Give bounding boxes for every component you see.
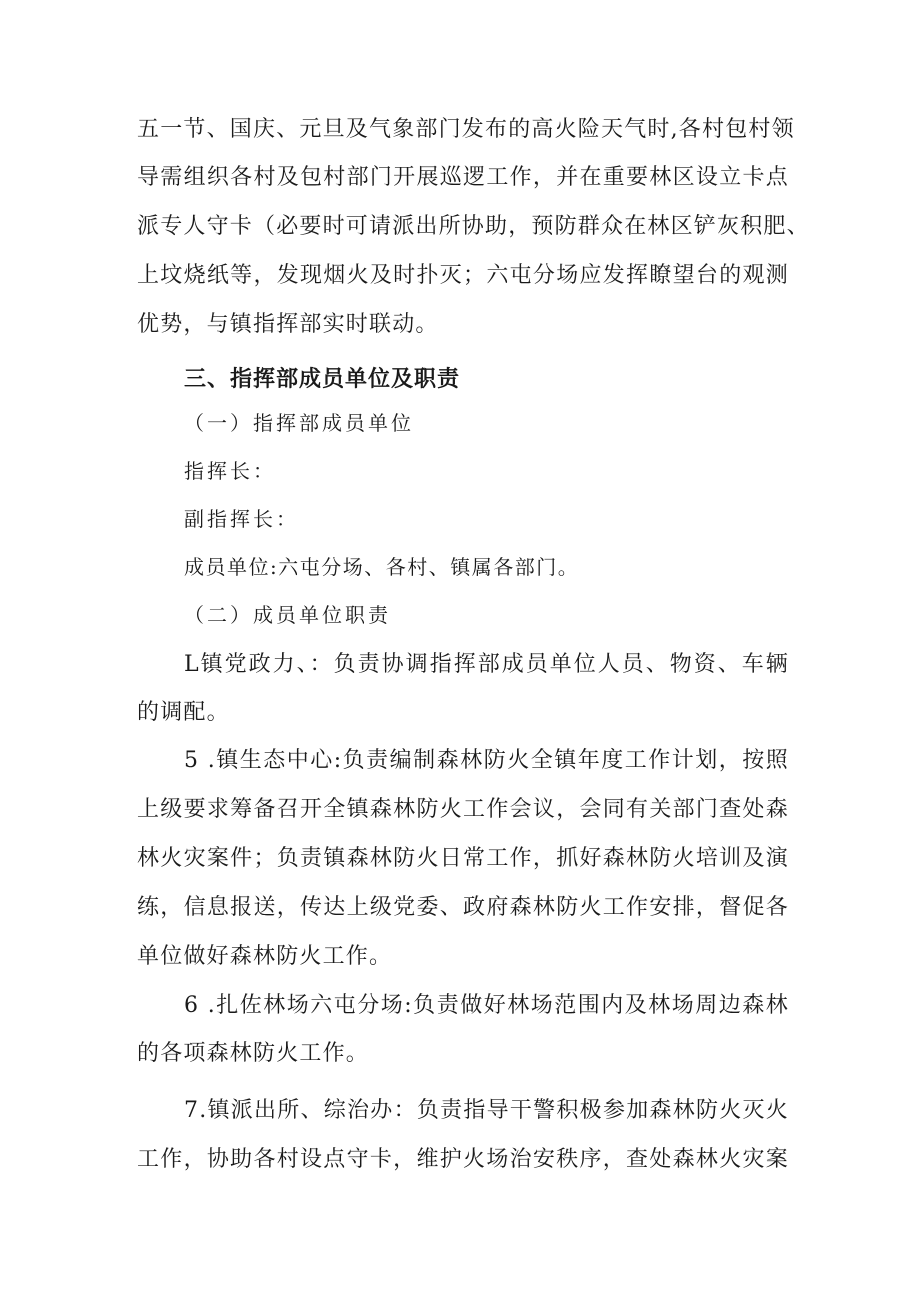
subsection-heading: （一）指挥部成员单位 <box>184 411 414 435</box>
paragraph-line: 派专人守卡（必要时可请派出所协助，预防群众在林区铲灰积肥、 <box>137 214 810 239</box>
paragraph-line: 优势，与镇指挥部实时联动。 <box>137 312 439 337</box>
section-heading: 三、指挥部成员单位及职责 <box>184 367 461 392</box>
item-line: 林火灾案件；负责镇森林防火日常工作，抓好森林防火培训及演 <box>137 846 789 871</box>
item-line: 工作，协助各村设点守卡，维护火场治安秩序，查处森林火灾案 <box>137 1147 789 1172</box>
item-line: L镇党政力、：负责协调指挥部成员单位人员、物资、车辆 <box>184 652 789 677</box>
item-line: 练，信息报送，传达上级党委、政府森林防火工作安排，督促各 <box>137 895 789 920</box>
item-line: 7.镇派出所、综治办：负责指导干警积极参加森林防火灭火 <box>184 1098 789 1123</box>
paragraph-line: 五一节、国庆、元旦及气象部门发布的高火险天气时,各村包村领 <box>137 117 795 142</box>
paragraph-line: 上坟烧纸等，发现烟火及时扑灭；六屯分场应发挥瞭望台的观测 <box>137 263 789 288</box>
item-line: 的各项森林防火工作。 <box>137 1041 370 1066</box>
commander-label: 指挥长： <box>184 459 276 483</box>
item-line: 6 .扎佐林场六屯分场:负责做好林场范围内及林场周边森林 <box>184 993 789 1018</box>
member-units: 成员单位:六屯分场、各村、镇属各部门。 <box>184 555 580 579</box>
item-line: 的调配。 <box>137 700 230 725</box>
paragraph-line: 导需组织各村及包村部门开展巡逻工作，并在重要林区设立卡点 <box>137 165 789 190</box>
item-line: 单位做好森林防火工作。 <box>137 944 393 969</box>
item-line: 上级要求筹备召开全镇森林防火工作会议，会同有关部门查处森 <box>137 797 789 822</box>
vice-commander-label: 副指挥长： <box>184 507 299 531</box>
subsection-heading: （二）成员单位职责 <box>184 603 391 627</box>
item-line: 5 .镇生态中心:负责编制森林防火全镇年度工作计划，按照 <box>184 748 789 773</box>
